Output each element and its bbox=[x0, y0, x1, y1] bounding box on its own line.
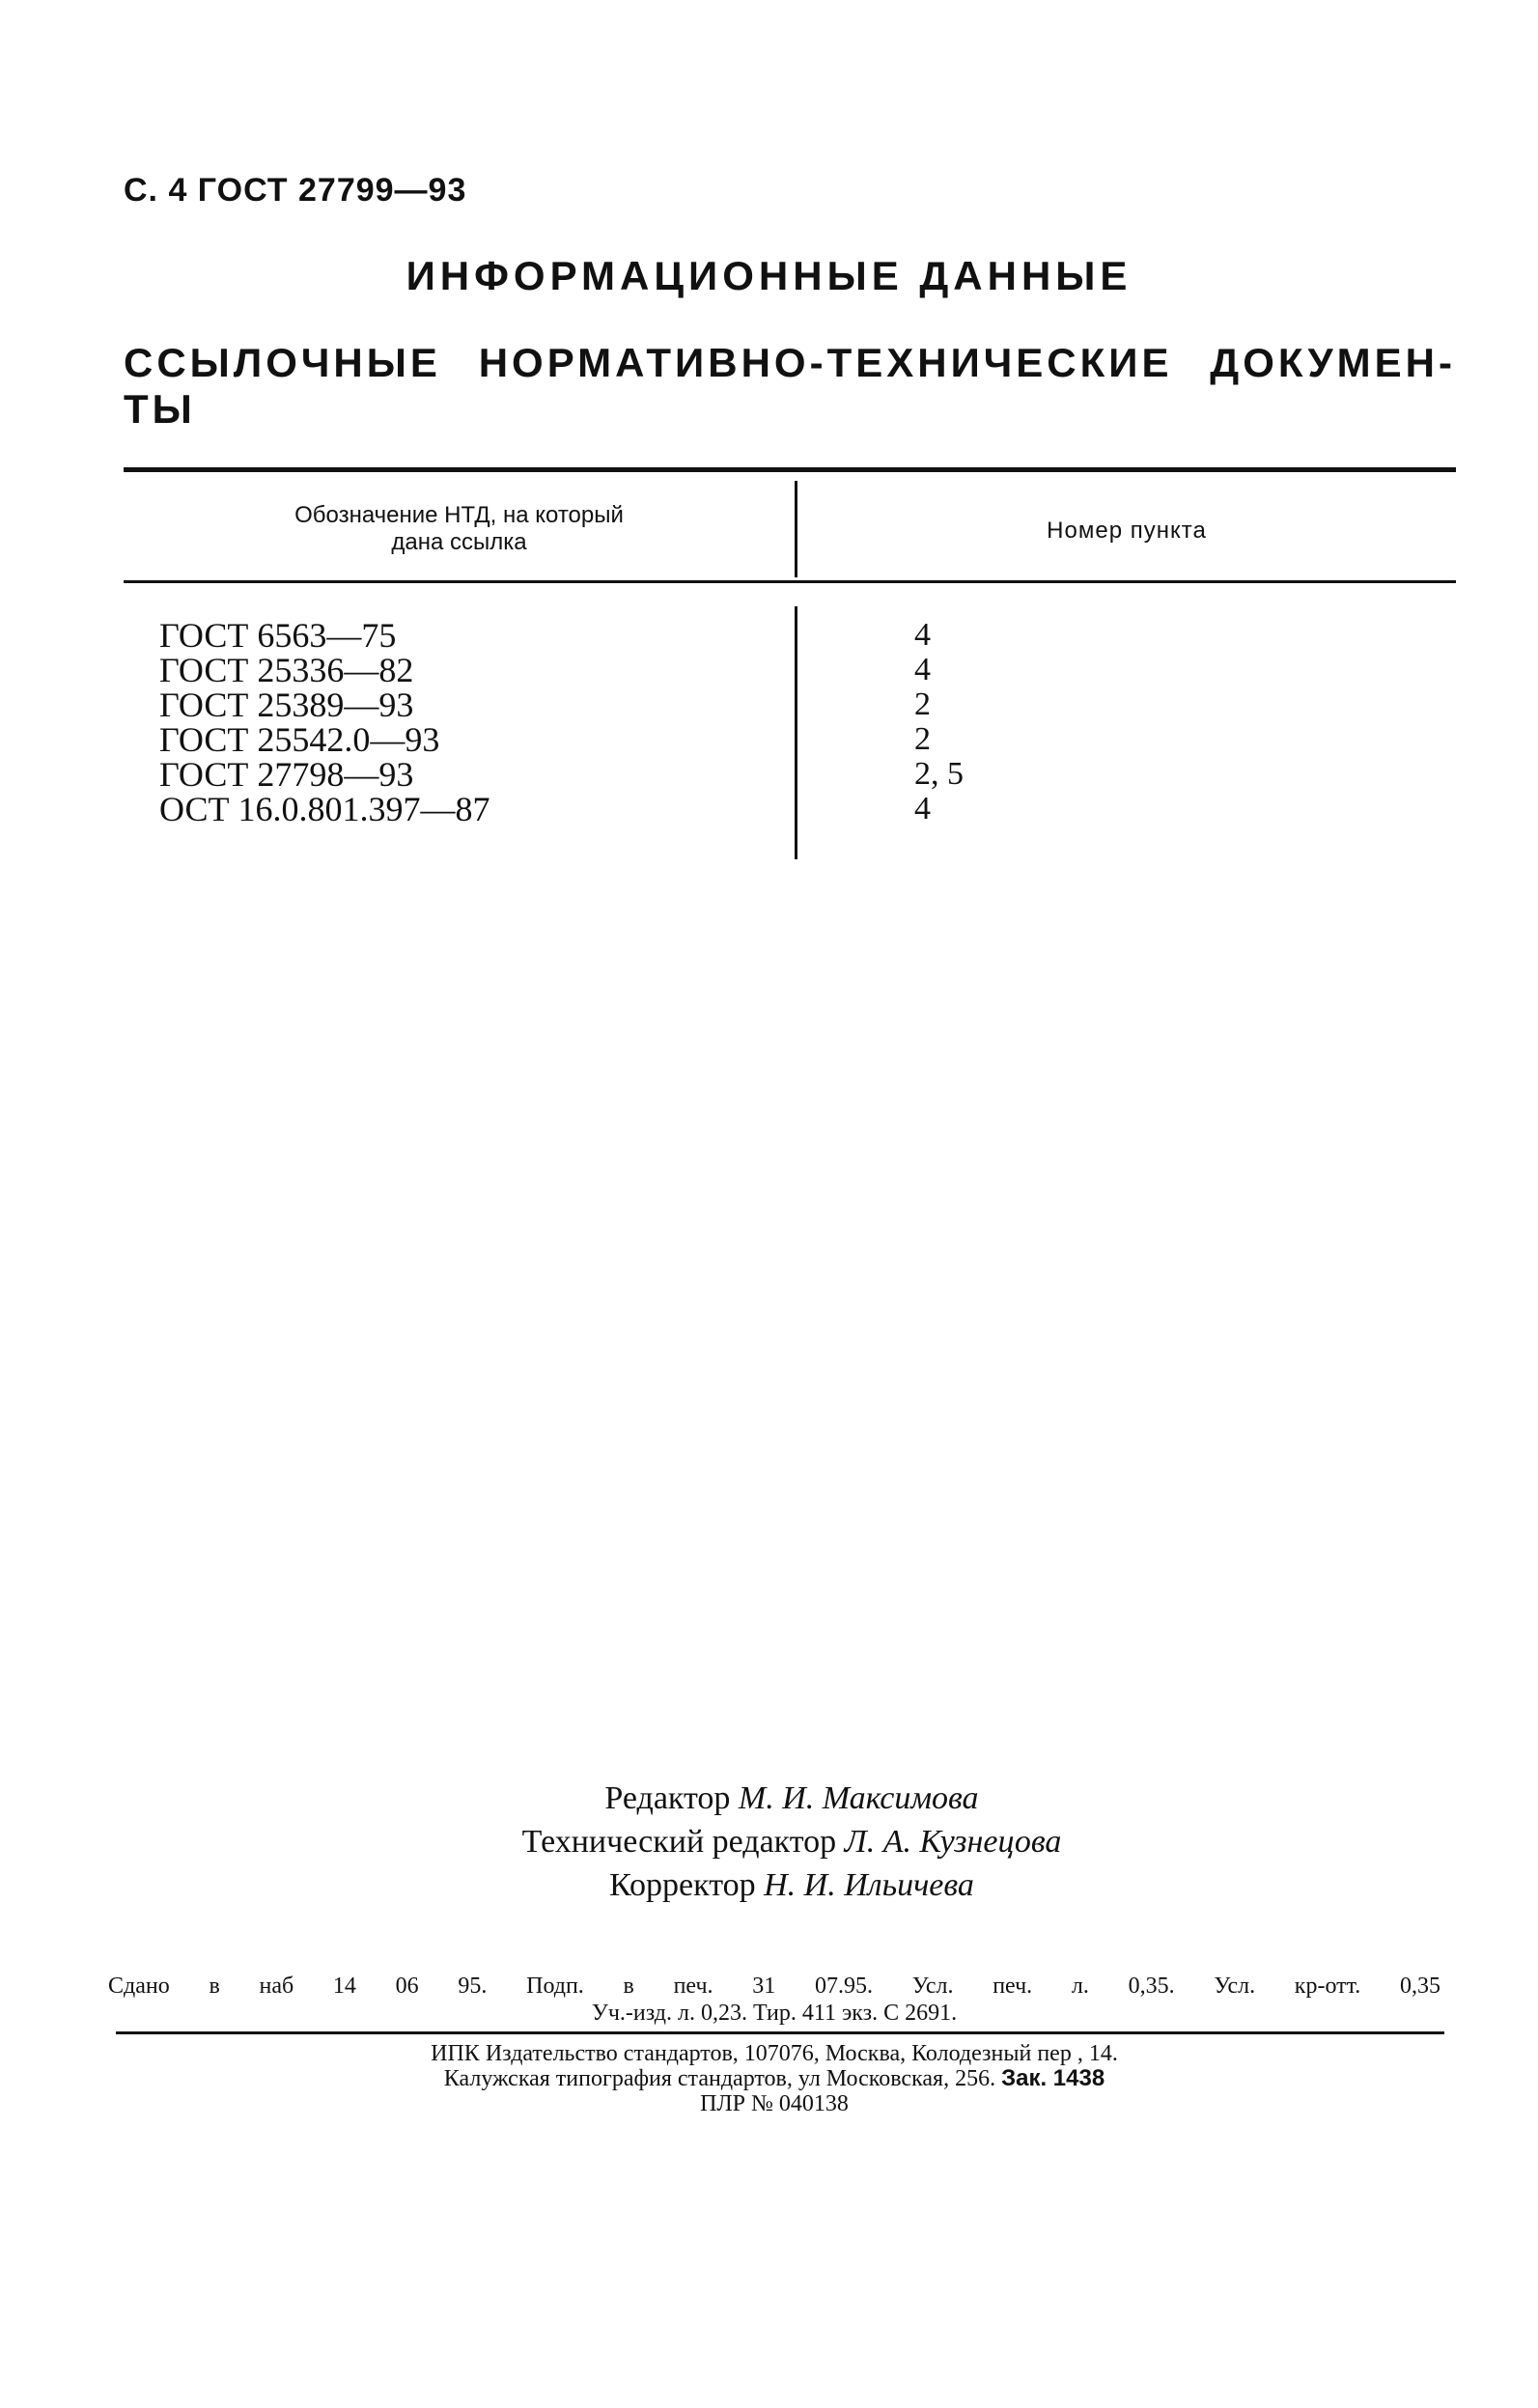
publisher-line-1: ИПК Издательство стандартов, 107076, Москва, Колодезный пер , 14. bbox=[431, 2041, 1118, 2066]
proofreader-role: Корректор bbox=[609, 1867, 756, 1903]
clause-cell: 4 bbox=[914, 791, 931, 826]
information-data-title: ИНФОРМАЦИОННЫЕ ДАННЫЕ bbox=[405, 253, 1133, 298]
designation-column-header bbox=[124, 502, 795, 556]
order-number: Зак. 1438 bbox=[1001, 2065, 1105, 2091]
imprint-print-date: Подп. в печ. 31 07.95. bbox=[526, 1974, 873, 1999]
clause-cell: 4 bbox=[914, 617, 931, 653]
tech-editor-name: Л. А. Кузнецова bbox=[844, 1824, 1062, 1860]
clause-column-header: Номер пункта bbox=[1047, 518, 1207, 544]
page-header: С. 4 ГОСТ 27799—93 bbox=[124, 172, 467, 209]
clause-cell: 2 bbox=[914, 686, 931, 722]
designation-header-line-2: дана ссылка bbox=[391, 529, 527, 555]
tech-editor-role: Технический редактор bbox=[521, 1824, 837, 1860]
imprint-rule bbox=[116, 2031, 1444, 2034]
designation-cell: ГОСТ 27798—93 bbox=[159, 755, 414, 794]
imprint-typeset-date: Сдано в наб 14 06 95. bbox=[108, 1974, 488, 1999]
designation-cell: ГОСТ 6563—75 bbox=[159, 616, 397, 655]
credits-block bbox=[386, 1777, 1197, 1907]
publisher-license: ПЛР № 040138 bbox=[700, 2091, 849, 2116]
designation-cell: ГОСТ 25336—82 bbox=[159, 651, 414, 689]
clause-cell: 2 bbox=[914, 721, 931, 757]
designation-cell: ОСТ 16.0.801.397—87 bbox=[159, 790, 490, 828]
section-title-part-2: НОРМАТИВНО-ТЕХНИЧЕСКИЕ bbox=[478, 340, 1173, 385]
editor-line bbox=[386, 1777, 1197, 1820]
imprint-line-1 bbox=[108, 1973, 1440, 2000]
printing-house: Калужская типография стандартов, ул Московская, 256. bbox=[443, 2066, 996, 2091]
imprint-color-prints: Усл. кр-отт. 0,35 bbox=[1214, 1974, 1441, 1999]
imprint-line-2: Уч.-изд. л. 0,23. Тир. 411 экз. С 2691. bbox=[591, 2001, 958, 2026]
body-column-divider bbox=[795, 606, 797, 859]
imprint-print-sheets: Усл. печ. л. 0,35. bbox=[911, 1974, 1175, 1999]
designation-cell: ГОСТ 25542.0—93 bbox=[159, 720, 440, 759]
clause-list bbox=[914, 618, 1300, 826]
publisher-block bbox=[108, 2041, 1440, 2116]
proofreader-line bbox=[386, 1863, 1197, 1907]
tech-editor-line bbox=[386, 1820, 1197, 1863]
table-top-rule bbox=[124, 467, 1456, 472]
editor-name: М. И. Максимова bbox=[738, 1780, 979, 1816]
table-header-rule bbox=[124, 580, 1456, 583]
section-title bbox=[124, 340, 1456, 386]
designation-list bbox=[159, 618, 787, 826]
designation-header-line-1: Обозначение НТД, на который bbox=[294, 502, 624, 528]
section-title-part-3: ДОКУМЕН- bbox=[1210, 340, 1456, 385]
designation-cell: ГОСТ 25389—93 bbox=[159, 686, 414, 724]
section-title-part-1: ССЫЛОЧНЫЕ bbox=[124, 340, 441, 385]
publisher-line-2 bbox=[108, 2066, 1440, 2091]
clause-cell: 4 bbox=[914, 652, 931, 687]
editor-role: Редактор bbox=[604, 1780, 731, 1816]
proofreader-name: Н. И. Ильичева bbox=[764, 1867, 974, 1903]
section-title-continuation: ТЫ bbox=[124, 386, 196, 432]
clause-cell: 2, 5 bbox=[914, 756, 964, 792]
